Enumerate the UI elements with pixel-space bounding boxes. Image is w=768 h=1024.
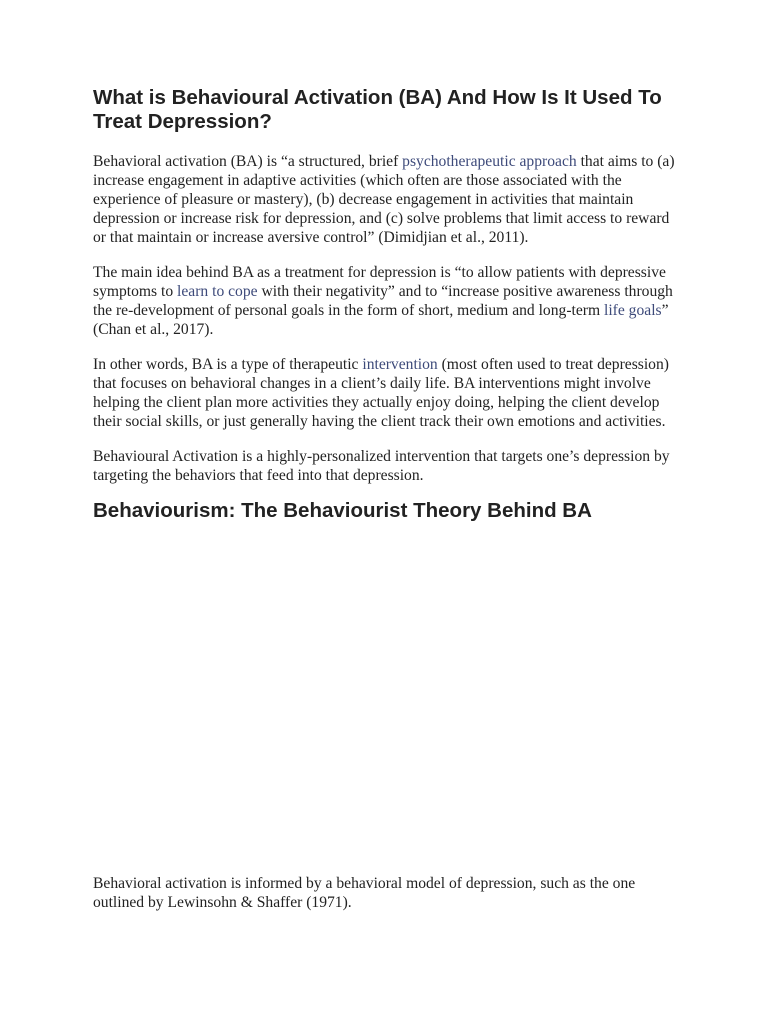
paragraph-text: In other words, BA is a type of therapeutic bbox=[93, 356, 363, 373]
paragraph-text: with their negativity” and to “increase positive awareness through the re-development of personal goals in the form of short, medium and long-term bbox=[93, 283, 673, 319]
paragraph-main-idea bbox=[93, 263, 683, 339]
link-life-goals[interactable]: life goals bbox=[604, 302, 662, 319]
paragraph-text: (most often used to treat depression) that focuses on behavioral changes in a client’s daily life. BA interventions might involve helping the client plan more activities they actually enjoy doing, helping the client develop their social skills, or just generally having the client track their own emotions and activities. bbox=[93, 356, 669, 430]
paragraph-text: that aims to (a) increase engagement in adaptive activities (which often are those associated with the experience of pleasure or mastery), (b) decrease engagement in activities that maintain depression or increase risk for depression, and (c) solve problems that limit access to reward or that maintain or increase aversive control” (Dimidjian et al., 2011). bbox=[93, 153, 675, 246]
section-heading-behaviourism: Behaviourism: The Behaviourist Theory Behind BA bbox=[93, 499, 592, 522]
paragraph-definition bbox=[93, 152, 683, 247]
paragraph-text: Behavioral activation (BA) is “a structured, brief bbox=[93, 153, 403, 170]
paragraph-personalized: Behavioural Activation is a highly-personalized intervention that targets one’s depression by targeting the behaviors that feed into that depression. bbox=[93, 448, 670, 484]
article-title: What is Behavioural Activation (BA) And How Is It Used To Treat Depression? bbox=[93, 86, 662, 133]
paragraph-in-other-words bbox=[93, 355, 683, 431]
link-psychotherapeutic-approach[interactable]: psychotherapeutic approach bbox=[402, 153, 577, 170]
article bbox=[93, 86, 683, 911]
paragraph-text: ” (Chan et al., 2017). bbox=[93, 302, 669, 338]
link-learn-to-cope[interactable]: learn to cope bbox=[177, 283, 258, 300]
paragraph-behavioral-model: Behavioral activation is informed by a behavioral model of depression, such as the one outlined by Lewinsohn & Shaffer (1971). bbox=[93, 875, 636, 911]
paragraph-text: The main idea behind BA as a treatment for depression is “to allow patients with depressive symptoms to bbox=[93, 264, 666, 300]
link-intervention[interactable]: intervention bbox=[362, 356, 438, 373]
